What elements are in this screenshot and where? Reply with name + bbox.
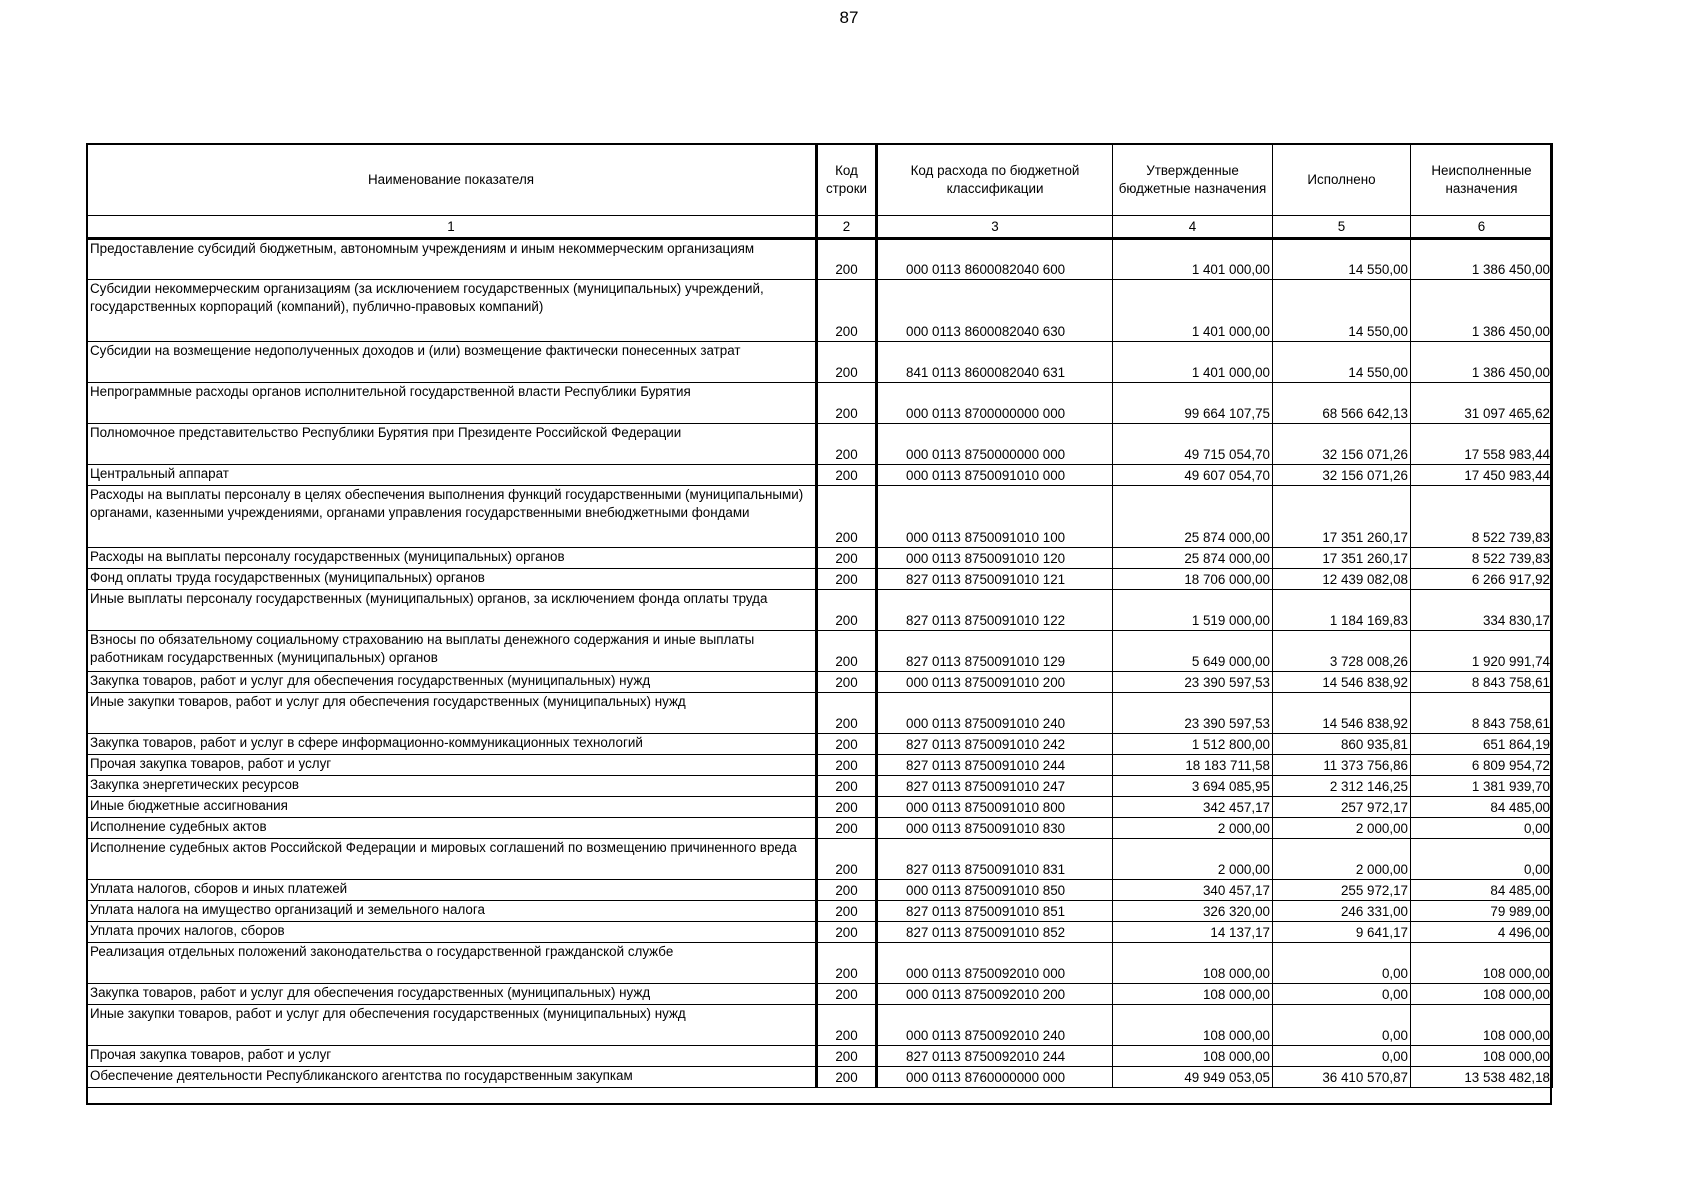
row-budget-code: 000 0113 8750091010 850 bbox=[877, 880, 1113, 901]
row-name: Предоставление субсидий бюджетным, автономным учреждениям и иным некоммерческим организациям bbox=[87, 239, 817, 280]
row-code: 200 bbox=[817, 1046, 877, 1067]
table-row bbox=[87, 280, 1553, 342]
row-code: 200 bbox=[817, 280, 877, 342]
row-budget-code: 000 0113 8600082040 600 bbox=[877, 239, 1113, 280]
row-budget-code: 827 0113 8750091010 242 bbox=[877, 734, 1113, 755]
row-executed: 246 331,00 bbox=[1273, 901, 1411, 922]
column-number: 6 bbox=[1411, 216, 1553, 239]
row-executed: 14 546 838,92 bbox=[1273, 672, 1411, 693]
table-row bbox=[87, 922, 1553, 943]
row-code: 200 bbox=[817, 818, 877, 839]
row-approved: 49 607 054,70 bbox=[1113, 465, 1273, 486]
row-budget-code: 000 0113 8750092010 200 bbox=[877, 984, 1113, 1005]
row-executed: 11 373 756,86 bbox=[1273, 755, 1411, 776]
row-budget-code: 827 0113 8750091010 244 bbox=[877, 755, 1113, 776]
table-row bbox=[87, 486, 1553, 548]
row-code: 200 bbox=[817, 755, 877, 776]
row-unexecuted: 108 000,00 bbox=[1411, 984, 1553, 1005]
row-approved: 5 649 000,00 bbox=[1113, 631, 1273, 672]
row-name: Иные выплаты персоналу государственных (муниципальных) органов, за исключением фонда оплаты труда bbox=[87, 590, 817, 631]
table-row bbox=[87, 465, 1553, 486]
row-code: 200 bbox=[817, 424, 877, 465]
row-budget-code: 000 0113 8750092010 000 bbox=[877, 943, 1113, 984]
row-code: 200 bbox=[817, 901, 877, 922]
table-row bbox=[87, 984, 1553, 1005]
row-code: 200 bbox=[817, 569, 877, 590]
row-name: Иные закупки товаров, работ и услуг для обеспечения государственных (муниципальных) нужд bbox=[87, 693, 817, 734]
row-code: 200 bbox=[817, 342, 877, 383]
row-name: Закупка энергетических ресурсов bbox=[87, 776, 817, 797]
row-name: Уплата налога на имущество организаций и земельного налога bbox=[87, 901, 817, 922]
row-approved: 14 137,17 bbox=[1113, 922, 1273, 943]
row-code: 200 bbox=[817, 943, 877, 984]
row-executed: 0,00 bbox=[1273, 984, 1411, 1005]
row-executed: 1 184 169,83 bbox=[1273, 590, 1411, 631]
page-number: 87 bbox=[839, 8, 859, 27]
row-code: 200 bbox=[817, 1067, 877, 1088]
row-unexecuted: 8 522 739,83 bbox=[1411, 548, 1553, 569]
row-budget-code: 000 0113 8700000000 000 bbox=[877, 383, 1113, 424]
row-budget-code: 827 0113 8750091010 831 bbox=[877, 839, 1113, 880]
column-number: 3 bbox=[877, 216, 1113, 239]
header-unexecuted: Неисполненные назначения bbox=[1411, 144, 1553, 216]
row-code: 200 bbox=[817, 797, 877, 818]
row-unexecuted: 8 843 758,61 bbox=[1411, 672, 1553, 693]
row-executed: 0,00 bbox=[1273, 1005, 1411, 1046]
row-approved: 2 000,00 bbox=[1113, 839, 1273, 880]
row-unexecuted: 17 558 983,44 bbox=[1411, 424, 1553, 465]
budget-execution-table bbox=[86, 143, 1553, 1088]
row-unexecuted: 84 485,00 bbox=[1411, 880, 1553, 901]
row-unexecuted: 6 809 954,72 bbox=[1411, 755, 1553, 776]
table-row bbox=[87, 943, 1553, 984]
row-unexecuted: 84 485,00 bbox=[1411, 797, 1553, 818]
row-budget-code: 000 0113 8750092010 240 bbox=[877, 1005, 1113, 1046]
table-row bbox=[87, 901, 1553, 922]
row-budget-code: 827 0113 8750091010 852 bbox=[877, 922, 1113, 943]
row-executed: 860 935,81 bbox=[1273, 734, 1411, 755]
row-approved: 108 000,00 bbox=[1113, 984, 1273, 1005]
header-executed: Исполнено bbox=[1273, 144, 1411, 216]
header-approved: Утвержденные бюджетные назначения bbox=[1113, 144, 1273, 216]
row-unexecuted: 108 000,00 bbox=[1411, 1046, 1553, 1067]
row-executed: 255 972,17 bbox=[1273, 880, 1411, 901]
row-unexecuted: 8 522 739,83 bbox=[1411, 486, 1553, 548]
row-budget-code: 000 0113 8750091010 120 bbox=[877, 548, 1113, 569]
row-executed: 0,00 bbox=[1273, 1046, 1411, 1067]
row-approved: 108 000,00 bbox=[1113, 943, 1273, 984]
row-unexecuted: 6 266 917,92 bbox=[1411, 569, 1553, 590]
row-approved: 1 519 000,00 bbox=[1113, 590, 1273, 631]
column-number: 4 bbox=[1113, 216, 1273, 239]
row-executed: 3 728 008,26 bbox=[1273, 631, 1411, 672]
row-approved: 18 183 711,58 bbox=[1113, 755, 1273, 776]
row-unexecuted: 31 097 465,62 bbox=[1411, 383, 1553, 424]
row-unexecuted: 1 386 450,00 bbox=[1411, 239, 1553, 280]
row-executed: 2 312 146,25 bbox=[1273, 776, 1411, 797]
table-row bbox=[87, 1005, 1553, 1046]
header-name: Наименование показателя bbox=[87, 144, 817, 216]
row-budget-code: 000 0113 8600082040 630 bbox=[877, 280, 1113, 342]
row-approved: 2 000,00 bbox=[1113, 818, 1273, 839]
row-name: Расходы на выплаты персоналу государственных (муниципальных) органов bbox=[87, 548, 817, 569]
row-unexecuted: 79 989,00 bbox=[1411, 901, 1553, 922]
row-executed: 12 439 082,08 bbox=[1273, 569, 1411, 590]
row-name: Реализация отдельных положений законодательства о государственной гражданской службе bbox=[87, 943, 817, 984]
row-approved: 25 874 000,00 bbox=[1113, 486, 1273, 548]
row-name: Иные закупки товаров, работ и услуг для обеспечения государственных (муниципальных) нужд bbox=[87, 1005, 817, 1046]
row-name: Иные бюджетные ассигнования bbox=[87, 797, 817, 818]
row-name: Закупка товаров, работ и услуг для обеспечения государственных (муниципальных) нужд bbox=[87, 672, 817, 693]
row-executed: 9 641,17 bbox=[1273, 922, 1411, 943]
row-name: Непрограммные расходы органов исполнительной государственной власти Республики Бурятия bbox=[87, 383, 817, 424]
table-row bbox=[87, 734, 1553, 755]
row-budget-code: 000 0113 8750000000 000 bbox=[877, 424, 1113, 465]
row-name: Прочая закупка товаров, работ и услуг bbox=[87, 1046, 817, 1067]
row-executed: 17 351 260,17 bbox=[1273, 486, 1411, 548]
row-budget-code: 827 0113 8750091010 247 bbox=[877, 776, 1113, 797]
row-approved: 1 401 000,00 bbox=[1113, 280, 1273, 342]
row-approved: 342 457,17 bbox=[1113, 797, 1273, 818]
row-name: Уплата прочих налогов, сборов bbox=[87, 922, 817, 943]
row-name: Центральный аппарат bbox=[87, 465, 817, 486]
row-name: Закупка товаров, работ и услуг в сфере информационно-коммуникационных технологий bbox=[87, 734, 817, 755]
table-row bbox=[87, 548, 1553, 569]
row-code: 200 bbox=[817, 839, 877, 880]
row-code: 200 bbox=[817, 239, 877, 280]
row-code: 200 bbox=[817, 984, 877, 1005]
row-name: Фонд оплаты труда государственных (муниципальных) органов bbox=[87, 569, 817, 590]
row-budget-code: 841 0113 8600082040 631 bbox=[877, 342, 1113, 383]
row-code: 200 bbox=[817, 486, 877, 548]
table-row bbox=[87, 1067, 1553, 1088]
table-row bbox=[87, 383, 1553, 424]
row-unexecuted: 1 386 450,00 bbox=[1411, 342, 1553, 383]
row-code: 200 bbox=[817, 590, 877, 631]
row-budget-code: 000 0113 8750091010 200 bbox=[877, 672, 1113, 693]
table-row bbox=[87, 880, 1553, 901]
table-row bbox=[87, 569, 1553, 590]
row-approved: 99 664 107,75 bbox=[1113, 383, 1273, 424]
row-unexecuted: 651 864,19 bbox=[1411, 734, 1553, 755]
row-code: 200 bbox=[817, 734, 877, 755]
row-budget-code: 000 0113 8750091010 100 bbox=[877, 486, 1113, 548]
row-name: Исполнение судебных актов bbox=[87, 818, 817, 839]
table-row bbox=[87, 1046, 1553, 1067]
row-budget-code: 827 0113 8750091010 121 bbox=[877, 569, 1113, 590]
row-budget-code: 827 0113 8750091010 851 bbox=[877, 901, 1113, 922]
row-code: 200 bbox=[817, 465, 877, 486]
row-approved: 18 706 000,00 bbox=[1113, 569, 1273, 590]
table-body bbox=[87, 239, 1553, 1088]
row-executed: 14 546 838,92 bbox=[1273, 693, 1411, 734]
row-code: 200 bbox=[817, 776, 877, 797]
row-executed: 32 156 071,26 bbox=[1273, 465, 1411, 486]
row-approved: 23 390 597,53 bbox=[1113, 693, 1273, 734]
row-unexecuted: 0,00 bbox=[1411, 839, 1553, 880]
row-unexecuted: 1 381 939,70 bbox=[1411, 776, 1553, 797]
row-budget-code: 000 0113 8750091010 000 bbox=[877, 465, 1113, 486]
column-number: 1 bbox=[87, 216, 817, 239]
row-approved: 25 874 000,00 bbox=[1113, 548, 1273, 569]
row-approved: 326 320,00 bbox=[1113, 901, 1273, 922]
row-name: Субсидии на возмещение недополученных доходов и (или) возмещение фактически понесенных затрат bbox=[87, 342, 817, 383]
header-row-code: Код строки bbox=[817, 144, 877, 216]
row-executed: 14 550,00 bbox=[1273, 280, 1411, 342]
row-name: Полномочное представительство Республики Бурятия при Президенте Российской Федерации bbox=[87, 424, 817, 465]
row-unexecuted: 4 496,00 bbox=[1411, 922, 1553, 943]
row-executed: 17 351 260,17 bbox=[1273, 548, 1411, 569]
row-code: 200 bbox=[817, 693, 877, 734]
row-executed: 32 156 071,26 bbox=[1273, 424, 1411, 465]
row-approved: 3 694 085,95 bbox=[1113, 776, 1273, 797]
row-approved: 108 000,00 bbox=[1113, 1046, 1273, 1067]
row-name: Закупка товаров, работ и услуг для обеспечения государственных (муниципальных) нужд bbox=[87, 984, 817, 1005]
row-executed: 257 972,17 bbox=[1273, 797, 1411, 818]
row-approved: 49 715 054,70 bbox=[1113, 424, 1273, 465]
row-approved: 340 457,17 bbox=[1113, 880, 1273, 901]
table-row bbox=[87, 776, 1553, 797]
column-number: 2 bbox=[817, 216, 877, 239]
row-budget-code: 000 0113 8750091010 240 bbox=[877, 693, 1113, 734]
table-row bbox=[87, 590, 1553, 631]
row-name: Расходы на выплаты персоналу в целях обеспечения выполнения функций государственными (муниципальными) органами, казенными учреждениями, органами управления государственными внебюджетными фондами bbox=[87, 486, 817, 548]
row-approved: 108 000,00 bbox=[1113, 1005, 1273, 1046]
row-unexecuted: 13 538 482,18 bbox=[1411, 1067, 1553, 1088]
row-unexecuted: 108 000,00 bbox=[1411, 943, 1553, 984]
table-row bbox=[87, 797, 1553, 818]
row-name: Исполнение судебных актов Российской Федерации и мировых соглашений по возмещению причиненного вреда bbox=[87, 839, 817, 880]
row-approved: 1 401 000,00 bbox=[1113, 342, 1273, 383]
row-executed: 36 410 570,87 bbox=[1273, 1067, 1411, 1088]
row-executed: 14 550,00 bbox=[1273, 342, 1411, 383]
row-unexecuted: 1 920 991,74 bbox=[1411, 631, 1553, 672]
row-budget-code: 827 0113 8750091010 129 bbox=[877, 631, 1113, 672]
row-code: 200 bbox=[817, 631, 877, 672]
row-code: 200 bbox=[817, 880, 877, 901]
table-row bbox=[87, 818, 1553, 839]
row-executed: 14 550,00 bbox=[1273, 239, 1411, 280]
table-row bbox=[87, 342, 1553, 383]
header-budget-code: Код расхода по бюджетной классификации bbox=[877, 144, 1113, 216]
row-executed: 2 000,00 bbox=[1273, 818, 1411, 839]
row-budget-code: 000 0113 8760000000 000 bbox=[877, 1067, 1113, 1088]
table-row bbox=[87, 755, 1553, 776]
row-approved: 1 512 800,00 bbox=[1113, 734, 1273, 755]
row-unexecuted: 8 843 758,61 bbox=[1411, 693, 1553, 734]
column-number: 5 bbox=[1273, 216, 1411, 239]
row-unexecuted: 334 830,17 bbox=[1411, 590, 1553, 631]
row-unexecuted: 108 000,00 bbox=[1411, 1005, 1553, 1046]
row-code: 200 bbox=[817, 672, 877, 693]
table-row bbox=[87, 693, 1553, 734]
table-row bbox=[87, 672, 1553, 693]
row-unexecuted: 17 450 983,44 bbox=[1411, 465, 1553, 486]
row-name: Субсидии некоммерческим организациям (за исключением государственных (муниципальных) учреждений, государственных корпораций (компаний), публично-правовых компаний) bbox=[87, 280, 817, 342]
row-budget-code: 000 0113 8750091010 800 bbox=[877, 797, 1113, 818]
row-unexecuted: 0,00 bbox=[1411, 818, 1553, 839]
row-code: 200 bbox=[817, 922, 877, 943]
row-code: 200 bbox=[817, 1005, 877, 1046]
row-unexecuted: 1 386 450,00 bbox=[1411, 280, 1553, 342]
row-executed: 2 000,00 bbox=[1273, 839, 1411, 880]
row-budget-code: 000 0113 8750091010 830 bbox=[877, 818, 1113, 839]
row-code: 200 bbox=[817, 383, 877, 424]
row-approved: 23 390 597,53 bbox=[1113, 672, 1273, 693]
table-row bbox=[87, 424, 1553, 465]
row-name: Взносы по обязательному социальному страхованию на выплаты денежного содержания и иные выплаты работникам государственных (муниципальных) органов bbox=[87, 631, 817, 672]
table-row bbox=[87, 239, 1553, 280]
row-approved: 1 401 000,00 bbox=[1113, 239, 1273, 280]
column-number-row bbox=[87, 216, 1553, 239]
header-row bbox=[87, 144, 1553, 216]
row-executed: 68 566 642,13 bbox=[1273, 383, 1411, 424]
table-row bbox=[87, 839, 1553, 880]
row-executed: 0,00 bbox=[1273, 943, 1411, 984]
row-budget-code: 827 0113 8750092010 244 bbox=[877, 1046, 1113, 1067]
row-name: Уплата налогов, сборов и иных платежей bbox=[87, 880, 817, 901]
row-approved: 49 949 053,05 bbox=[1113, 1067, 1273, 1088]
table-row bbox=[87, 631, 1553, 672]
row-budget-code: 827 0113 8750091010 122 bbox=[877, 590, 1113, 631]
table-header bbox=[87, 144, 1553, 239]
row-name: Прочая закупка товаров, работ и услуг bbox=[87, 755, 817, 776]
row-name: Обеспечение деятельности Республиканского агентства по государственным закупкам bbox=[87, 1067, 817, 1088]
row-code: 200 bbox=[817, 548, 877, 569]
